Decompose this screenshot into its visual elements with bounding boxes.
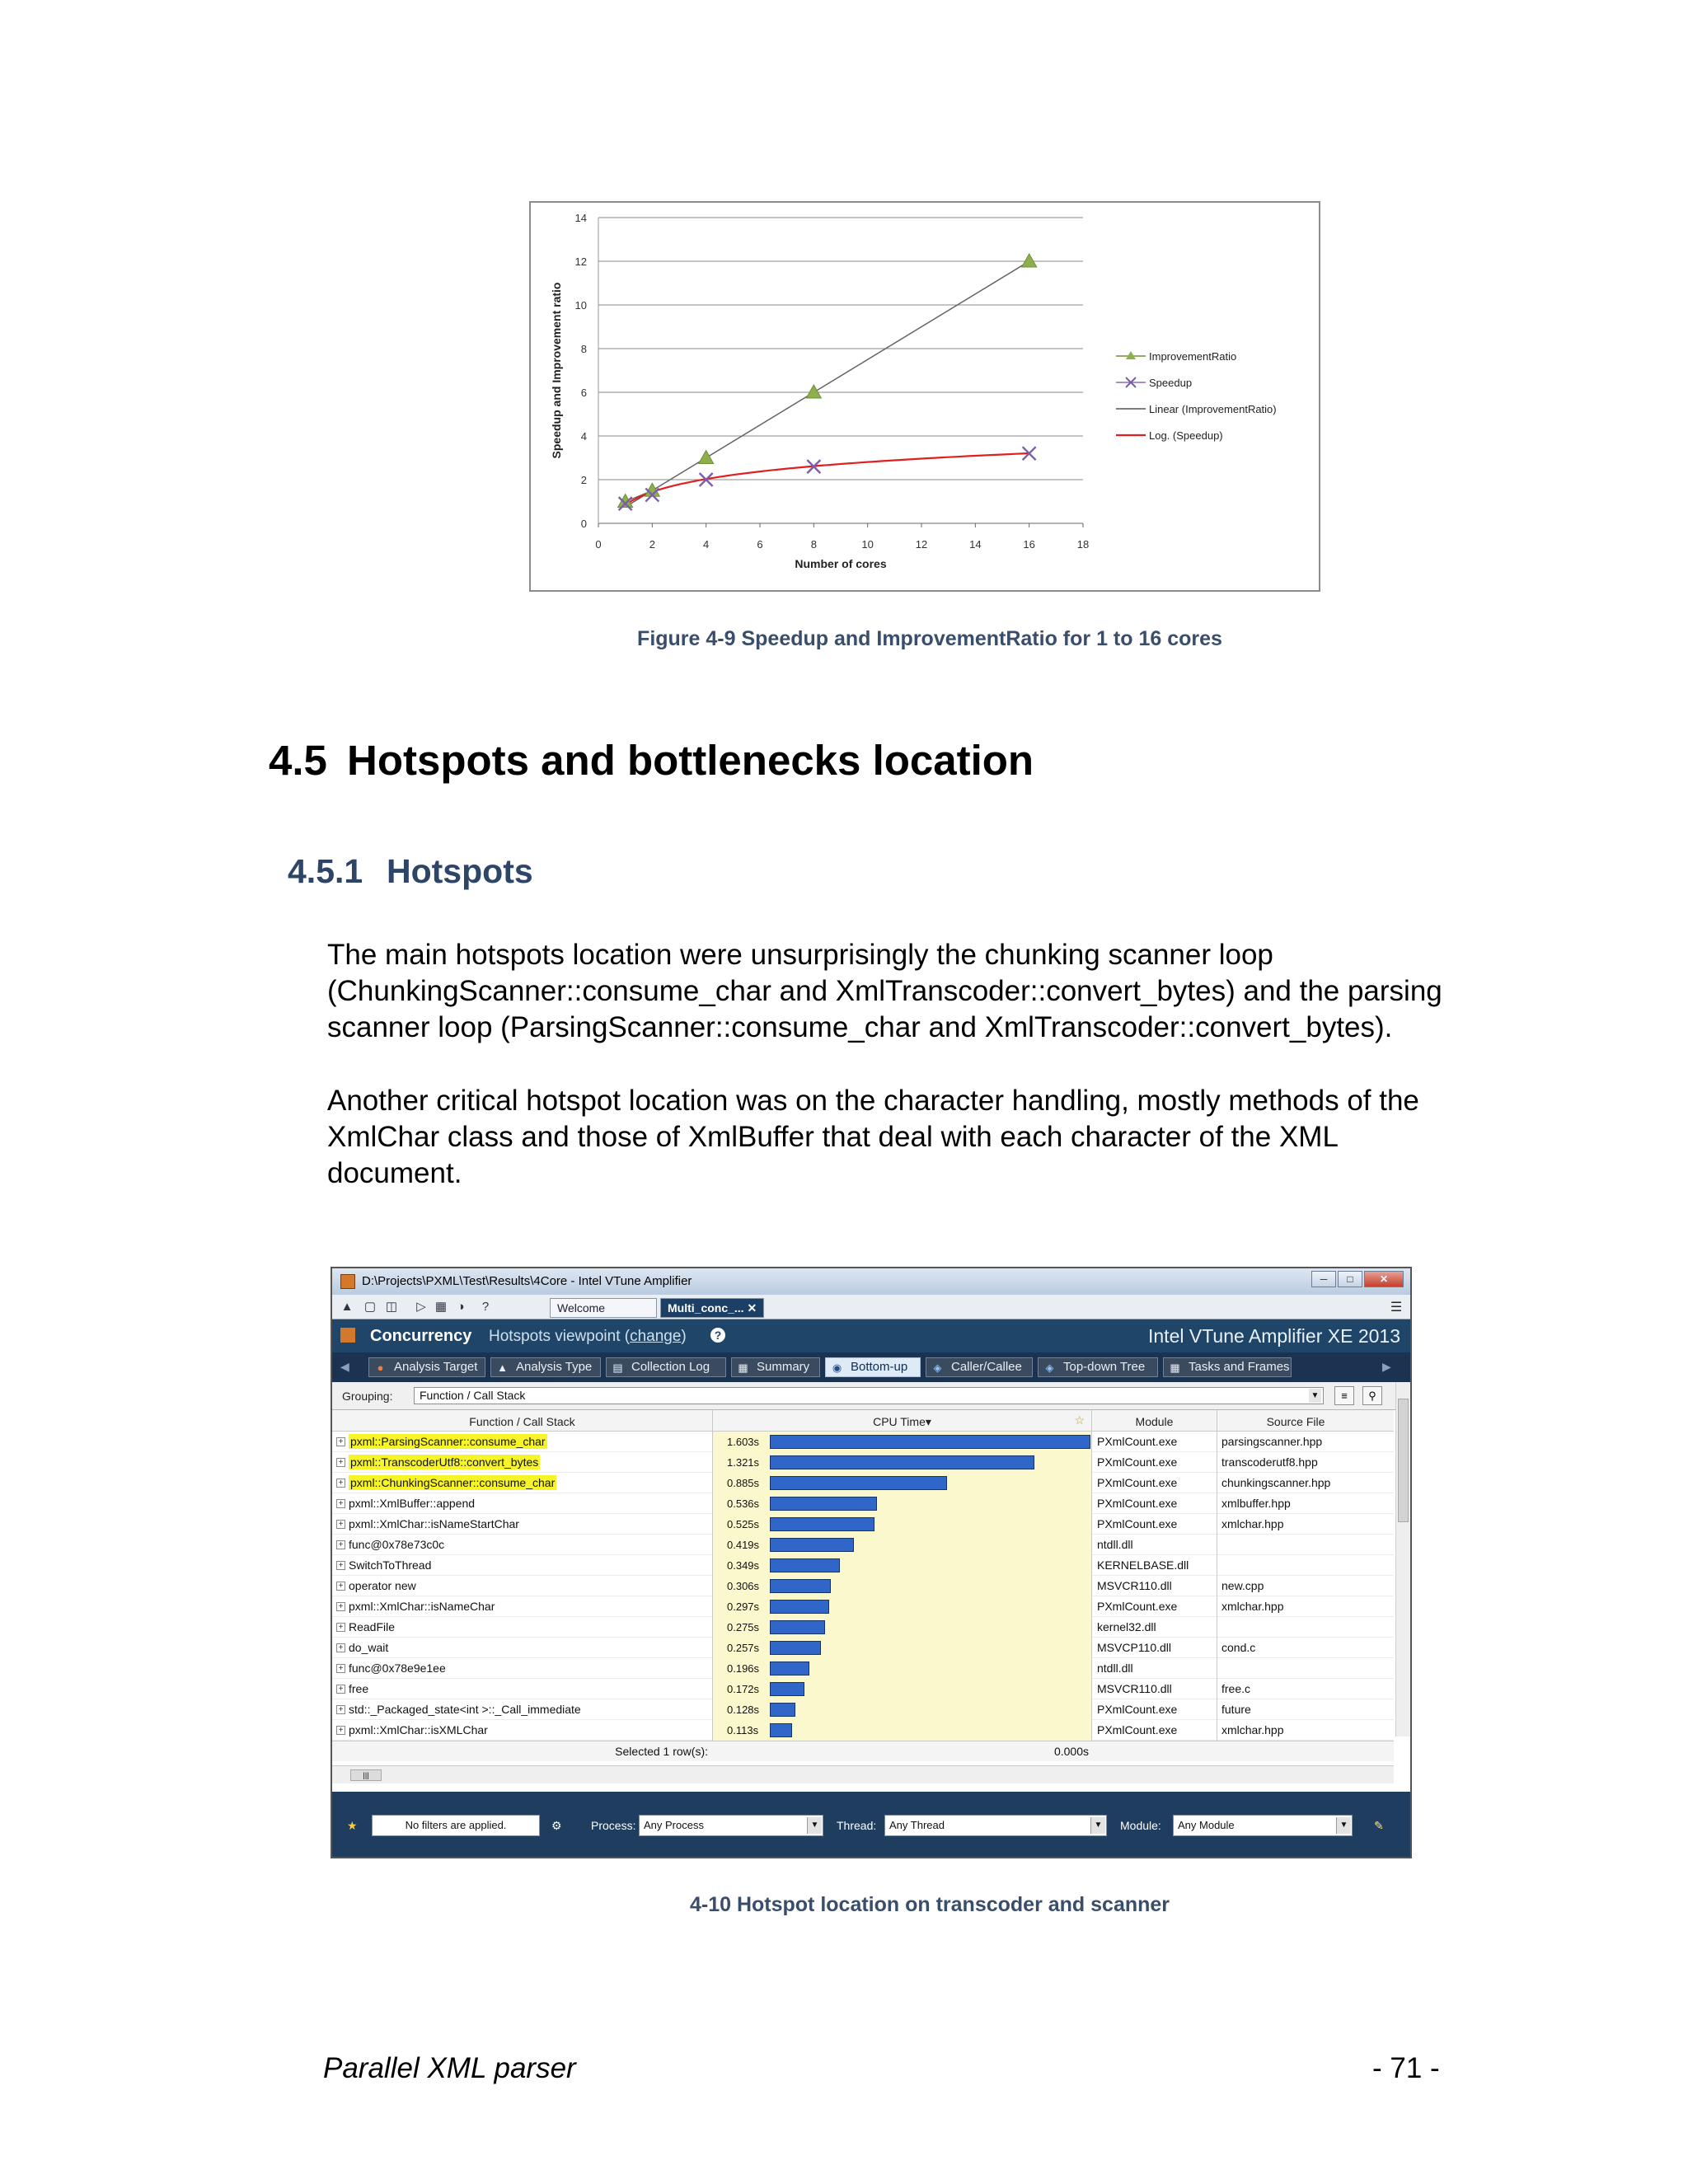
table-row[interactable] <box>332 1555 1394 1576</box>
source-file-cell <box>1217 1555 1374 1576</box>
cpu-time-cell <box>713 1720 1092 1741</box>
table-row[interactable] <box>332 1699 1394 1720</box>
function-name: pxml::ChunkingScanner::consume_char <box>350 1476 556 1489</box>
text-line: Another critical hotspot location was on the character handling, mostly methods of the <box>327 1085 1419 1117</box>
vtune-app-icon <box>340 1274 355 1289</box>
cpu-time-bar <box>770 1435 1090 1449</box>
cpu-time-cell <box>713 1576 1092 1596</box>
grouping-label: Grouping: <box>342 1390 393 1403</box>
grouping-select[interactable] <box>414 1387 1324 1404</box>
module-cell: KERNELBASE.dll <box>1092 1555 1217 1576</box>
thread-value: Any Thread <box>889 1819 945 1831</box>
tab-top-down-tree[interactable] <box>1038 1357 1158 1377</box>
cpu-time-value: 0.349s <box>727 1559 760 1572</box>
filter-bar <box>332 1792 1410 1858</box>
table-row[interactable] <box>332 1535 1394 1555</box>
tab-label: Collection Log <box>631 1360 710 1374</box>
module-cell: PXmlCount.exe <box>1092 1596 1217 1617</box>
x-tick-label: 2 <box>649 538 655 551</box>
analysis-icon <box>340 1328 355 1343</box>
cpu-time-cell <box>713 1493 1092 1514</box>
x-tick-label: 14 <box>969 538 982 551</box>
module-cell: PXmlCount.exe <box>1092 1699 1217 1720</box>
cpu-time-bar <box>770 1497 877 1511</box>
function-name: do_wait <box>349 1641 389 1654</box>
log-trendline <box>626 453 1029 505</box>
grouping-bar <box>332 1382 1410 1410</box>
table-row[interactable] <box>332 1638 1394 1658</box>
expand-icon[interactable]: + <box>336 1561 345 1570</box>
menu-icon[interactable]: ☰ <box>1390 1301 1403 1315</box>
expand-icon[interactable]: + <box>336 1458 345 1467</box>
column-function[interactable]: Function / Call Stack <box>332 1410 713 1432</box>
module-cell: PXmlCount.exe <box>1092 1720 1217 1741</box>
speedup-chart-figure <box>529 201 1320 592</box>
paragraph-hotspots <box>327 937 1514 1046</box>
tab-label: Caller/Callee <box>951 1360 1022 1374</box>
source-file-cell: transcoderutf8.hpp <box>1221 1455 1318 1469</box>
module-select[interactable] <box>1173 1815 1353 1836</box>
improvement-ratio-point <box>699 451 714 464</box>
cpu-time-bar <box>770 1641 821 1655</box>
page-number: - 71 - <box>1372 2052 1440 2084</box>
table-row[interactable] <box>332 1514 1394 1535</box>
footer-title: Parallel XML parser <box>323 2052 576 2084</box>
y-tick-label: 2 <box>580 474 587 486</box>
caller-callee-icon: ◈ <box>933 1361 942 1374</box>
x-tick-label: 12 <box>915 538 928 551</box>
function-name: SwitchToThread <box>349 1558 432 1572</box>
process-label: Process: <box>591 1819 636 1832</box>
table-row[interactable] <box>332 1596 1394 1617</box>
tab-summary[interactable] <box>731 1357 820 1377</box>
source-file-cell: cond.c <box>1221 1641 1256 1654</box>
table-row[interactable] <box>332 1473 1394 1493</box>
function-name: ReadFile <box>349 1620 396 1633</box>
cpu-time-value: 0.196s <box>727 1662 760 1675</box>
y-axis-title: Speedup and Improvement ratio <box>550 282 563 459</box>
cpu-time-bar <box>770 1455 1034 1469</box>
column-source-file[interactable]: Source File <box>1266 1415 1325 1428</box>
legend-label: Linear (ImprovementRatio) <box>1149 403 1277 415</box>
expand-icon[interactable]: + <box>336 1582 345 1591</box>
tasks-icon: ▦ <box>1170 1361 1180 1374</box>
analysis-type-icon: ▲ <box>497 1361 508 1374</box>
text-line: The main hotspots location were unsurprisingly the chunking scanner loop <box>327 939 1273 971</box>
source-file-cell <box>1217 1617 1374 1638</box>
tab-bottom-up[interactable] <box>825 1357 921 1377</box>
x-axis-title: Number of cores <box>795 557 887 570</box>
module-cell: MSVCR110.dll <box>1092 1679 1217 1699</box>
function-name: pxml::XmlChar::isNameChar <box>349 1600 495 1613</box>
vertical-scrollbar[interactable] <box>1395 1382 1410 1736</box>
process-select[interactable] <box>639 1815 823 1836</box>
grouping-settings-icon[interactable]: ≡ <box>1334 1386 1354 1405</box>
vtune-screenshot <box>331 1267 1412 1858</box>
import-icon[interactable]: ◑ <box>457 1300 465 1314</box>
analysis-type: Concurrency <box>370 1327 472 1345</box>
source-file-cell: xmlchar.hpp <box>1221 1723 1284 1736</box>
table-row[interactable] <box>332 1452 1394 1473</box>
text-line: document. <box>327 1157 462 1189</box>
tab-caller-callee[interactable] <box>926 1357 1033 1377</box>
cpu-time-cell <box>713 1473 1092 1493</box>
close-icon[interactable]: ✕ <box>1364 1271 1404 1287</box>
function-cell <box>332 1555 713 1576</box>
source-file-cell: future <box>1221 1703 1251 1716</box>
cpu-time-cell <box>713 1452 1092 1473</box>
cpu-time-bar <box>770 1723 792 1737</box>
filter-icon[interactable]: ⚙ <box>551 1819 562 1832</box>
expand-icon[interactable]: + <box>336 1623 345 1632</box>
table-row[interactable] <box>332 1679 1394 1699</box>
figure-4-9-caption: Figure 4-9 Speedup and ImprovementRatio for 1 to 16 cores <box>637 627 1222 650</box>
chevron-down-icon: ▼ <box>1336 1817 1351 1834</box>
section-heading <box>269 736 1034 785</box>
start-icon[interactable]: ▷ <box>416 1300 426 1314</box>
star-icon[interactable]: ☆ <box>1074 1413 1085 1427</box>
chevron-down-icon: ▼ <box>1309 1389 1321 1403</box>
legend-label: Speedup <box>1149 377 1193 389</box>
source-file-cell: xmlchar.hpp <box>1221 1517 1284 1530</box>
scroll-left-icon[interactable]: ◀ <box>340 1360 349 1373</box>
module-cell: ntdll.dll <box>1092 1658 1217 1679</box>
cpu-time-cell <box>713 1514 1092 1535</box>
tab-label: Tasks and Frames <box>1189 1360 1290 1374</box>
module-cell: MSVCP110.dll <box>1092 1638 1217 1658</box>
tab-multi-conc[interactable]: Multi_conc_... ✕ <box>660 1298 764 1318</box>
maximize-icon[interactable]: □ <box>1338 1271 1362 1287</box>
cpu-time-value: 1.603s <box>727 1436 760 1448</box>
new-project-icon[interactable]: ▢ <box>363 1300 377 1314</box>
x-tick-label: 0 <box>595 538 602 551</box>
cpu-time-cell <box>713 1555 1092 1576</box>
cpu-time-bar <box>770 1579 831 1593</box>
x-tick-label: 4 <box>703 538 710 551</box>
function-cell <box>332 1473 713 1493</box>
cpu-time-label: CPU Time▾ <box>873 1415 931 1428</box>
y-tick-label: 4 <box>580 430 587 443</box>
module-cell: kernel32.dll <box>1092 1617 1217 1638</box>
expand-icon[interactable]: + <box>336 1499 345 1508</box>
text-line: (ChunkingScanner::consume_char and XmlTranscoder::convert_bytes) and the parsing <box>327 975 1442 1007</box>
scroll-thumb[interactable] <box>1398 1399 1409 1522</box>
window-title: D:\Projects\PXML\Test\Results\4Core - Intel VTune Amplifier <box>362 1274 692 1288</box>
legend-label: Log. (Speedup) <box>1149 429 1223 442</box>
function-cell <box>332 1535 713 1555</box>
log-icon: ▤ <box>612 1361 623 1374</box>
cpu-time-value: 0.113s <box>727 1724 759 1736</box>
tab-label: Summary <box>757 1360 810 1374</box>
expand-icon[interactable]: + <box>336 1726 345 1735</box>
cpu-time-value: 0.172s <box>727 1683 760 1695</box>
cpu-time-cell <box>713 1535 1092 1555</box>
selected-cpu-time: 0.000s <box>1053 1745 1089 1758</box>
y-tick-label: 14 <box>574 212 587 224</box>
tab-tasks-and-frames[interactable] <box>1163 1357 1292 1377</box>
table-row[interactable] <box>332 1658 1394 1679</box>
module-cell: PXmlCount.exe <box>1092 1493 1217 1514</box>
chevron-down-icon: ▼ <box>807 1817 822 1834</box>
selected-rows-label: Selected 1 row(s): <box>615 1745 708 1758</box>
y-tick-label: 10 <box>574 299 587 312</box>
module-cell: PXmlCount.exe <box>1092 1432 1217 1452</box>
viewpoint-help-icon[interactable]: ? <box>710 1328 725 1343</box>
cpu-time-bar <box>770 1620 825 1634</box>
expand-icon[interactable]: + <box>336 1685 345 1694</box>
x-tick-label: 16 <box>1023 538 1035 551</box>
tab-welcome[interactable]: Welcome <box>550 1298 657 1318</box>
new-analysis-icon[interactable]: ▲ <box>340 1300 354 1314</box>
x-tick-label: 18 <box>1076 538 1090 551</box>
cpu-time-value: 0.306s <box>727 1580 760 1592</box>
function-name: func@0x78e73c0c <box>349 1538 445 1551</box>
table-row[interactable] <box>332 1720 1394 1741</box>
chevron-down-icon: ▼ <box>1090 1817 1105 1834</box>
y-tick-label: 6 <box>580 387 587 399</box>
tab-collection-log[interactable] <box>606 1357 726 1377</box>
cpu-time-bar <box>770 1517 874 1531</box>
y-tick-label: 8 <box>580 343 587 355</box>
improvement-ratio-point <box>1022 254 1037 267</box>
y-tick-label: 0 <box>580 518 587 530</box>
column-module[interactable]: Module <box>1092 1410 1217 1432</box>
tree-icon: ◈ <box>1045 1361 1054 1374</box>
function-cell <box>332 1432 713 1452</box>
speedup-chart <box>531 203 1319 590</box>
tab-analysis-type[interactable] <box>490 1357 601 1377</box>
grouping-value: Function / Call Stack <box>420 1389 526 1402</box>
function-cell <box>332 1617 713 1638</box>
module-cell: MSVCR110.dll <box>1092 1576 1217 1596</box>
cpu-time-value: 0.525s <box>727 1518 760 1530</box>
function-cell <box>332 1514 713 1535</box>
cpu-time-value: 0.257s <box>727 1642 760 1654</box>
cpu-time-cell <box>713 1638 1092 1658</box>
cpu-time-value: 0.885s <box>727 1477 760 1489</box>
source-file-cell: xmlchar.hpp <box>1221 1600 1284 1613</box>
subsection-title: Hotspots <box>387 852 533 890</box>
open-icon[interactable]: ◫ <box>385 1300 398 1314</box>
analysis-header <box>332 1319 1410 1352</box>
source-file-cell: xmlbuffer.hpp <box>1221 1497 1291 1510</box>
tab-label: Bottom-up <box>851 1360 908 1374</box>
text-line: scanner loop (ParsingScanner::consume_char and XmlTranscoder::convert_bytes). <box>327 1011 1393 1043</box>
cpu-time-value: 0.536s <box>727 1497 760 1510</box>
filter-status: No filters are applied. <box>372 1815 540 1836</box>
toolbar <box>332 1295 1410 1319</box>
filter-options-icon[interactable]: ✎ <box>1374 1819 1384 1832</box>
function-cell <box>332 1658 713 1679</box>
function-cell <box>332 1493 713 1514</box>
filter-star-icon[interactable]: ★ <box>347 1819 358 1832</box>
function-cell <box>332 1452 713 1473</box>
cpu-time-bar <box>770 1558 840 1572</box>
legend-item <box>1116 350 1236 363</box>
tab-analysis-target[interactable] <box>368 1357 485 1377</box>
legend-item <box>1116 403 1277 415</box>
cpu-time-bar <box>770 1476 947 1490</box>
cpu-time-value: 0.275s <box>727 1621 760 1633</box>
selection-summary <box>332 1741 1394 1761</box>
expand-icon[interactable]: + <box>336 1664 345 1673</box>
module-label: Module: <box>1120 1819 1161 1832</box>
cpu-time-bar <box>770 1661 809 1675</box>
function-cell <box>332 1699 713 1720</box>
cpu-time-value: 0.128s <box>727 1704 760 1716</box>
window-title-bar <box>332 1268 1410 1295</box>
function-name: pxml::XmlChar::isNameStartChar <box>349 1517 519 1530</box>
source-file-cell: parsingscanner.hpp <box>1221 1435 1323 1448</box>
scroll-right-icon[interactable]: ▶ <box>1382 1360 1391 1373</box>
function-cell <box>332 1720 713 1741</box>
viewpoint-label <box>489 1328 687 1346</box>
cpu-time-cell <box>713 1617 1092 1638</box>
process-value: Any Process <box>644 1819 704 1831</box>
compare-icon[interactable]: ▦ <box>434 1300 448 1314</box>
expand-icon[interactable]: + <box>336 1540 345 1549</box>
y-tick-label: 12 <box>574 255 587 268</box>
help-icon[interactable]: ? <box>481 1300 490 1314</box>
cpu-time-cell <box>713 1658 1092 1679</box>
thread-label: Thread: <box>837 1819 877 1832</box>
module-cell: PXmlCount.exe <box>1092 1452 1217 1473</box>
expand-icon[interactable]: + <box>336 1437 345 1446</box>
legend-label: ImprovementRatio <box>1149 350 1237 363</box>
summary-icon: ▦ <box>738 1361 748 1374</box>
source-file-cell <box>1217 1658 1374 1679</box>
function-cell <box>332 1576 713 1596</box>
analysis-tabs <box>332 1352 1410 1382</box>
function-name: pxml::XmlChar::isXMLChar <box>349 1723 488 1736</box>
source-file-cell: free.c <box>1221 1682 1251 1695</box>
tab-label: Top-down Tree <box>1063 1360 1146 1374</box>
horizontal-scrollbar[interactable] <box>332 1765 1394 1783</box>
cpu-time-bar <box>770 1538 854 1552</box>
expand-icon[interactable]: + <box>336 1705 345 1714</box>
improvement-ratio-point <box>806 385 821 398</box>
function-name: func@0x78e9e1ee <box>349 1661 446 1675</box>
cpu-time-value: 0.419s <box>727 1539 760 1551</box>
cpu-time-cell <box>713 1596 1092 1617</box>
x-tick-label: 10 <box>861 538 874 551</box>
viewpoint-prefix: Hotspots viewpoint ( <box>489 1328 631 1345</box>
expand-icon[interactable]: + <box>336 1520 345 1529</box>
column-cpu-time[interactable] <box>713 1410 1092 1432</box>
section-number: 4.5 <box>269 737 327 784</box>
function-name: pxml::ParsingScanner::consume_char <box>350 1435 546 1448</box>
module-cell: ntdll.dll <box>1092 1535 1217 1555</box>
thread-select[interactable] <box>884 1815 1107 1836</box>
function-name: pxml::TranscoderUtf8::convert_bytes <box>350 1455 539 1469</box>
cpu-time-value: 1.321s <box>727 1456 760 1469</box>
cpu-time-cell <box>713 1679 1092 1699</box>
source-file-cell: new.cpp <box>1221 1579 1264 1592</box>
tab-label: Analysis Type <box>516 1360 593 1374</box>
tab-label: Analysis Target <box>394 1360 478 1374</box>
function-name: pxml::XmlBuffer::append <box>349 1497 476 1510</box>
expand-icon[interactable]: + <box>336 1643 345 1652</box>
cpu-time-cell <box>713 1432 1092 1452</box>
x-tick-label: 8 <box>810 538 817 551</box>
table-row[interactable] <box>332 1493 1394 1514</box>
paragraph-character-handling <box>327 1083 1514 1192</box>
x-tick-label: 6 <box>757 538 763 551</box>
viewpoint-change-link[interactable]: change <box>630 1328 682 1345</box>
subsection-number: 4.5.1 <box>288 852 363 890</box>
module-cell: PXmlCount.exe <box>1092 1473 1217 1493</box>
table-row[interactable] <box>332 1576 1394 1596</box>
search-icon[interactable]: ⚲ <box>1362 1386 1382 1405</box>
subsection-heading <box>288 852 533 891</box>
expand-icon[interactable]: + <box>336 1479 345 1488</box>
table-row[interactable] <box>332 1617 1394 1638</box>
module-value: Any Module <box>1178 1819 1235 1831</box>
minimize-icon[interactable]: ─ <box>1311 1271 1336 1287</box>
bottom-up-icon: ◉ <box>832 1361 842 1374</box>
text-line: XmlChar class and those of XmlBuffer that deal with each character of the XML <box>327 1121 1339 1153</box>
figure-4-10-caption: 4-10 Hotspot location on transcoder and scanner <box>689 1893 1170 1916</box>
scroll-thumb[interactable]: ||| <box>350 1769 382 1781</box>
function-name: operator new <box>349 1579 416 1592</box>
legend-item <box>1116 377 1192 389</box>
module-cell: PXmlCount.exe <box>1092 1514 1217 1535</box>
source-file-cell <box>1217 1535 1374 1555</box>
section-title: Hotspots and bottlenecks location <box>347 737 1034 784</box>
table-row[interactable] <box>332 1432 1394 1452</box>
function-cell <box>332 1679 713 1699</box>
cpu-time-bar <box>770 1682 804 1696</box>
target-icon: ● <box>377 1361 384 1374</box>
cpu-time-value: 0.297s <box>727 1601 760 1613</box>
bottom-up-view <box>332 1382 1410 1792</box>
viewpoint-suffix: ) <box>681 1328 687 1345</box>
function-cell <box>332 1638 713 1658</box>
cpu-time-bar <box>770 1600 829 1614</box>
expand-icon[interactable]: + <box>336 1602 345 1611</box>
cpu-time-bar <box>770 1703 795 1717</box>
function-name: free <box>349 1682 369 1695</box>
cpu-time-cell <box>713 1699 1092 1720</box>
grid-header <box>332 1410 1394 1432</box>
function-name: std::_Packaged_state<int >::_Call_immediate <box>349 1703 581 1716</box>
source-file-cell: chunkingscanner.hpp <box>1221 1476 1331 1489</box>
product-name: Intel VTune Amplifier XE 2013 <box>1148 1325 1400 1347</box>
function-cell <box>332 1596 713 1617</box>
legend-item <box>1116 429 1223 442</box>
